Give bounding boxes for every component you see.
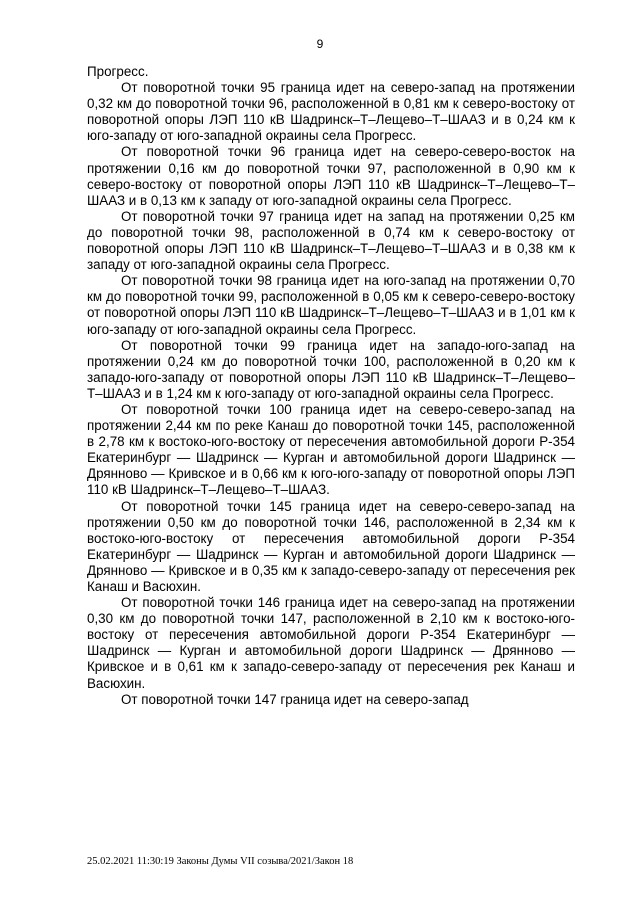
page-number: 9 — [316, 37, 324, 51]
footer-stamp: 25.02.2021 11:30:19 Законы Думы VII созыва/2021/Закон 18 — [87, 856, 354, 867]
paragraph: От поворотной точки 100 граница идет на северо-северо-запад на протяжении 2,44 км по реке Канаш до поворотной точки 145, расположенной в 2,78 км к востоко-юго-востоку от пересечения автомобильной дороги Р-354 Екатеринбург — Шадринск — Курган и автомобильной дороги Шадринск — Дрянново — Кривское и в 0,66 км к юго-юго-западу от поворотной опоры ЛЭП 110 кВ Шадринск–Т–Лещево–Т–ШААЗ. — [87, 401, 575, 498]
paragraph: От поворотной точки 145 граница идет на северо-северо-запад на протяжении 0,50 км до поворотной точки 146, расположенной в 2,34 км к востоко-юго-востоку от пересечения автомобильной дороги Р-354 Екатеринбург — Шадринск — Курган и автомобильной дороги Шадринск — Дрянново — Кривское и в 0,35 км к западо-северо-западу от пересечения рек Канаш и Васюхин. — [87, 498, 575, 594]
paragraph: От поворотной точки 99 граница идет на западо-юго-запад на протяжении 0,24 км до поворотной точки 100, расположенной в 0,20 км к западо-юго-западу от поворотной опоры ЛЭП 110 кВ Шадринск–Т–Лещево–Т–ШААЗ и в 1,24 км к юго-западу от юго-западной окраины села Прогресс. — [87, 337, 575, 401]
paragraph-continuation: Прогресс. — [87, 64, 149, 79]
paragraph: От поворотной точки 96 граница идет на северо-северо-восток на протяжении 0,16 км до поворотной точки 97, расположенной в 0,90 км к северо-востоку от поворотной опоры ЛЭП 110 кВ Шадринск–Т–Лещево–Т–ШААЗ и в 0,13 км к западу от юго-западной окраины села Прогресс. — [87, 144, 575, 208]
document-body — [87, 64, 575, 708]
paragraph: От поворотной точки 95 граница идет на северо-запад на протяжении 0,32 км до поворотной точки 96, расположенной в 0,81 км к северо-востоку от поворотной опоры ЛЭП 110 кВ Шадринск–Т–Лещево–Т–ШААЗ и в 0,24 км к юго-западу от юго-западной окраины села Прогресс. — [87, 80, 575, 144]
paragraph: От поворотной точки 98 граница идет на юго-запад на протяжении 0,70 км до поворотной точки 99, расположенной в 0,05 км к северо-северо-востоку от поворотной опоры ЛЭП 110 кВ Шадринск–Т–Лещево–Т–ШААЗ и в 1,01 км к юго-западу от юго-западной окраины села Прогресс. — [87, 273, 575, 337]
paragraph: От поворотной точки 146 граница идет на северо-запад на протяжении 0,30 км до поворотной точки 147, расположенной в 2,10 км к востоко-юго-востоку от пересечения автомобильной дороги Р-354 Екатеринбург — Шадринск — Курган и автомобильной дороги Шадринск — Дрянново — Кривское и в 0,61 км к западо-северо-западу от пересечения рек Канаш и Васюхин. — [87, 595, 575, 691]
paragraph: От поворотной точки 97 граница идет на запад на протяжении 0,25 км до поворотной точки 98, расположенной в 0,74 км к северо-востоку от поворотной опоры ЛЭП 110 кВ Шадринск–Т–Лещево–Т–ШААЗ и в 0,38 км к западу от юго-западной окраины села Прогресс. — [87, 208, 575, 273]
paragraph: От поворотной точки 147 граница идет на северо-запад — [121, 691, 469, 707]
